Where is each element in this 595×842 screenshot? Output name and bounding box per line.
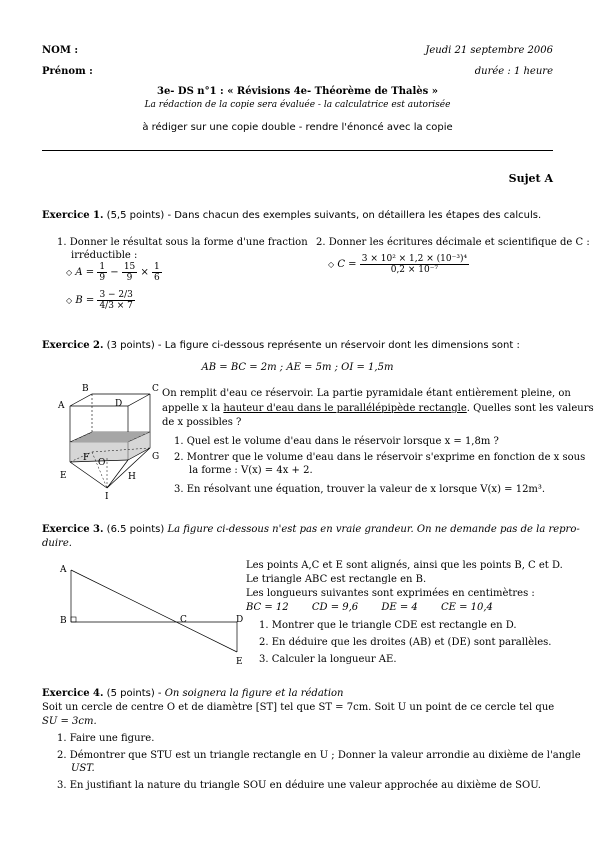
ex1-heading [42,210,541,221]
date: Jeudi 21 septembre 2006 [425,45,553,56]
label-E: E [60,471,67,481]
frac-den: 0,2 × 10⁻⁷ [390,265,439,275]
expr-C-lhs: C = [337,259,357,270]
text: . Quelles sont les valeurs [466,403,594,414]
ex3-intro-italic-2: duire. [42,538,72,549]
frac-den: 6 [154,273,160,283]
label-C: C [152,384,159,394]
ex4-intro-italic: On soignera la figure et la rédation [164,688,344,699]
ex2-q3: 3. En résolvant une équation, trouver la valeur de x lorsque V(x) = 12m³. [174,484,546,495]
length-CE: CE = 10,4 [440,602,493,613]
expr-A [66,262,162,283]
label-H: H [128,472,136,482]
frac-num: 1 [154,262,160,272]
ex3-text-2: Le triangle ABC est rectangle en B. [246,574,427,585]
ex1-title: Exercice 1. [42,210,104,221]
length-BC: BC = 12 [246,602,289,613]
length-CD: CD = 9,6 [311,602,359,613]
ex3-intro: (6.5 points) [106,524,165,535]
ex1-item1-line1: 1. Donner le résultat sous la forme d'une fraction [57,237,308,248]
ex4-intro: (5 points) - [106,688,162,699]
reservoir-figure [55,380,165,505]
triangles-figure [55,560,255,670]
subtitle: La rédaction de la copie sera évaluée - la calculatrice est autorisée [144,100,451,110]
ex4-q1: 1. Faire une figure. [57,733,155,744]
label-I: I [105,492,109,502]
ex2-q2-line2: la forme : V(x) = 4x + 2. [189,465,313,476]
ex3-q3: 3. Calculer la longueur AE. [259,654,397,665]
ex4-title: Exercice 4. [42,688,104,699]
ex2-para-line1: On remplit d'eau ce réservoir. La partie pyramidale étant entièrement pleine, on [162,388,571,399]
label-A: A [58,401,65,411]
expr-B [66,290,135,311]
ex2-q2-line1: 2. Montrer que le volume d'eau dans le réservoir s'exprime en fonction de x sous [174,452,586,463]
frac-den: 9 [126,273,133,283]
ex3-heading [42,524,580,535]
label-F: F [83,453,90,463]
label-O: O [98,458,106,468]
sujet-label: Sujet A [508,172,553,185]
ex4-q2-line1: 2. Démontrer que STU est un triangle rectangle en U ; Donner la valeur arrondie au dixième de l'angle [57,750,581,761]
ex1-item1-line2: irréductible : [71,250,138,261]
frac-num: 3 − 2/3 [99,290,133,300]
duration: durée : 1 heure [474,66,553,77]
ex4-q2-line2: UST. [71,763,95,774]
text: appelle x la [162,403,224,414]
nom-label: NOM : [42,45,79,56]
label-B: B [60,616,67,626]
frac-den: 4/3 × 7 [99,301,133,311]
ex3-title: Exercice 3. [42,524,104,535]
label-G: G [152,452,160,462]
divider [42,150,553,151]
ex2-intro: (3 points) - La figure ci-dessous représente un réservoir dont les dimensions sont : [106,340,520,351]
ex3-text-3: Les longueurs suivantes sont exprimées en centimètres : [246,588,535,599]
instruction: à rédiger sur une copie double - rendre l'énoncé avec la copie [142,122,453,133]
expr-C [328,254,469,275]
label-C: C [180,615,187,625]
frac-den: 9 [99,273,106,283]
bullet-icon: ◇ [66,268,73,277]
ex4-line1: Soit un cercle de centre O et de diamètre [ST] tel que ST = 7cm. Soit U un point de ce cercle tel que [42,702,555,713]
times-sign: × [140,267,149,278]
ex2-para-line3: de x possibles ? [162,417,242,428]
label-A: A [60,565,67,575]
ex3-text-1: Les points A,C et E sont alignés, ainsi que les points B, C et D. [246,560,563,571]
right-angle-mark [71,617,76,622]
frac-num: 1 [99,262,106,272]
bullet-icon: ◇ [328,260,335,269]
ex1-item2: 2. Donner les écritures décimale et scientifique de C : [316,237,590,248]
ex4-q3: 3. En justifiant la nature du triangle SOU en déduire une valeur approchée au dixième de SOU. [57,780,541,791]
minus-sign: − [110,267,119,278]
ex3-lengths [246,602,493,613]
length-DE: DE = 4 [381,602,418,613]
ex2-title: Exercice 2. [42,340,104,351]
prenom-label: Prénom : [42,66,93,77]
label-B: B [82,384,89,394]
frac-num: 3 × 10² × 1,2 × (10⁻³)⁴ [361,254,468,264]
label-D: D [115,399,123,409]
ex2-heading [42,340,520,351]
expr-B-lhs: B = [75,295,95,306]
ex2-dimensions: AB = BC = 2m ; AE = 5m ; OI = 1,5m [201,362,394,373]
expr-A-lhs: A = [75,267,95,278]
ex4-line2: SU = 3cm. [42,716,97,727]
page-title: 3e- DS n°1 : « Révisions 4e- Théorème de Thalès » [156,86,438,97]
ex3-q2: 2. En déduire que les droites (AB) et (DE) sont parallèles. [259,637,552,648]
ex2-para-line2 [162,403,594,414]
label-E: E [236,657,243,667]
bullet-icon: ◇ [66,296,73,305]
ex2-q1: 1. Quel est le volume d'eau dans le réservoir lorsque x = 1,8m ? [174,436,499,447]
underlined-text: hauteur d'eau dans le parallélépipède rectangle [223,403,467,414]
label-D: D [236,615,244,625]
ex3-intro-italic: La figure ci-dessous n'est pas en vraie grandeur. On ne demande pas de la repro- [167,524,580,535]
frac-num: 15 [123,262,136,272]
ex4-heading [42,688,343,699]
ex1-intro: (5,5 points) - Dans chacun des exemples suivants, on détaillera les étapes des calculs. [106,210,542,221]
ex3-q1: 1. Montrer que le triangle CDE est rectangle en D. [259,620,517,631]
